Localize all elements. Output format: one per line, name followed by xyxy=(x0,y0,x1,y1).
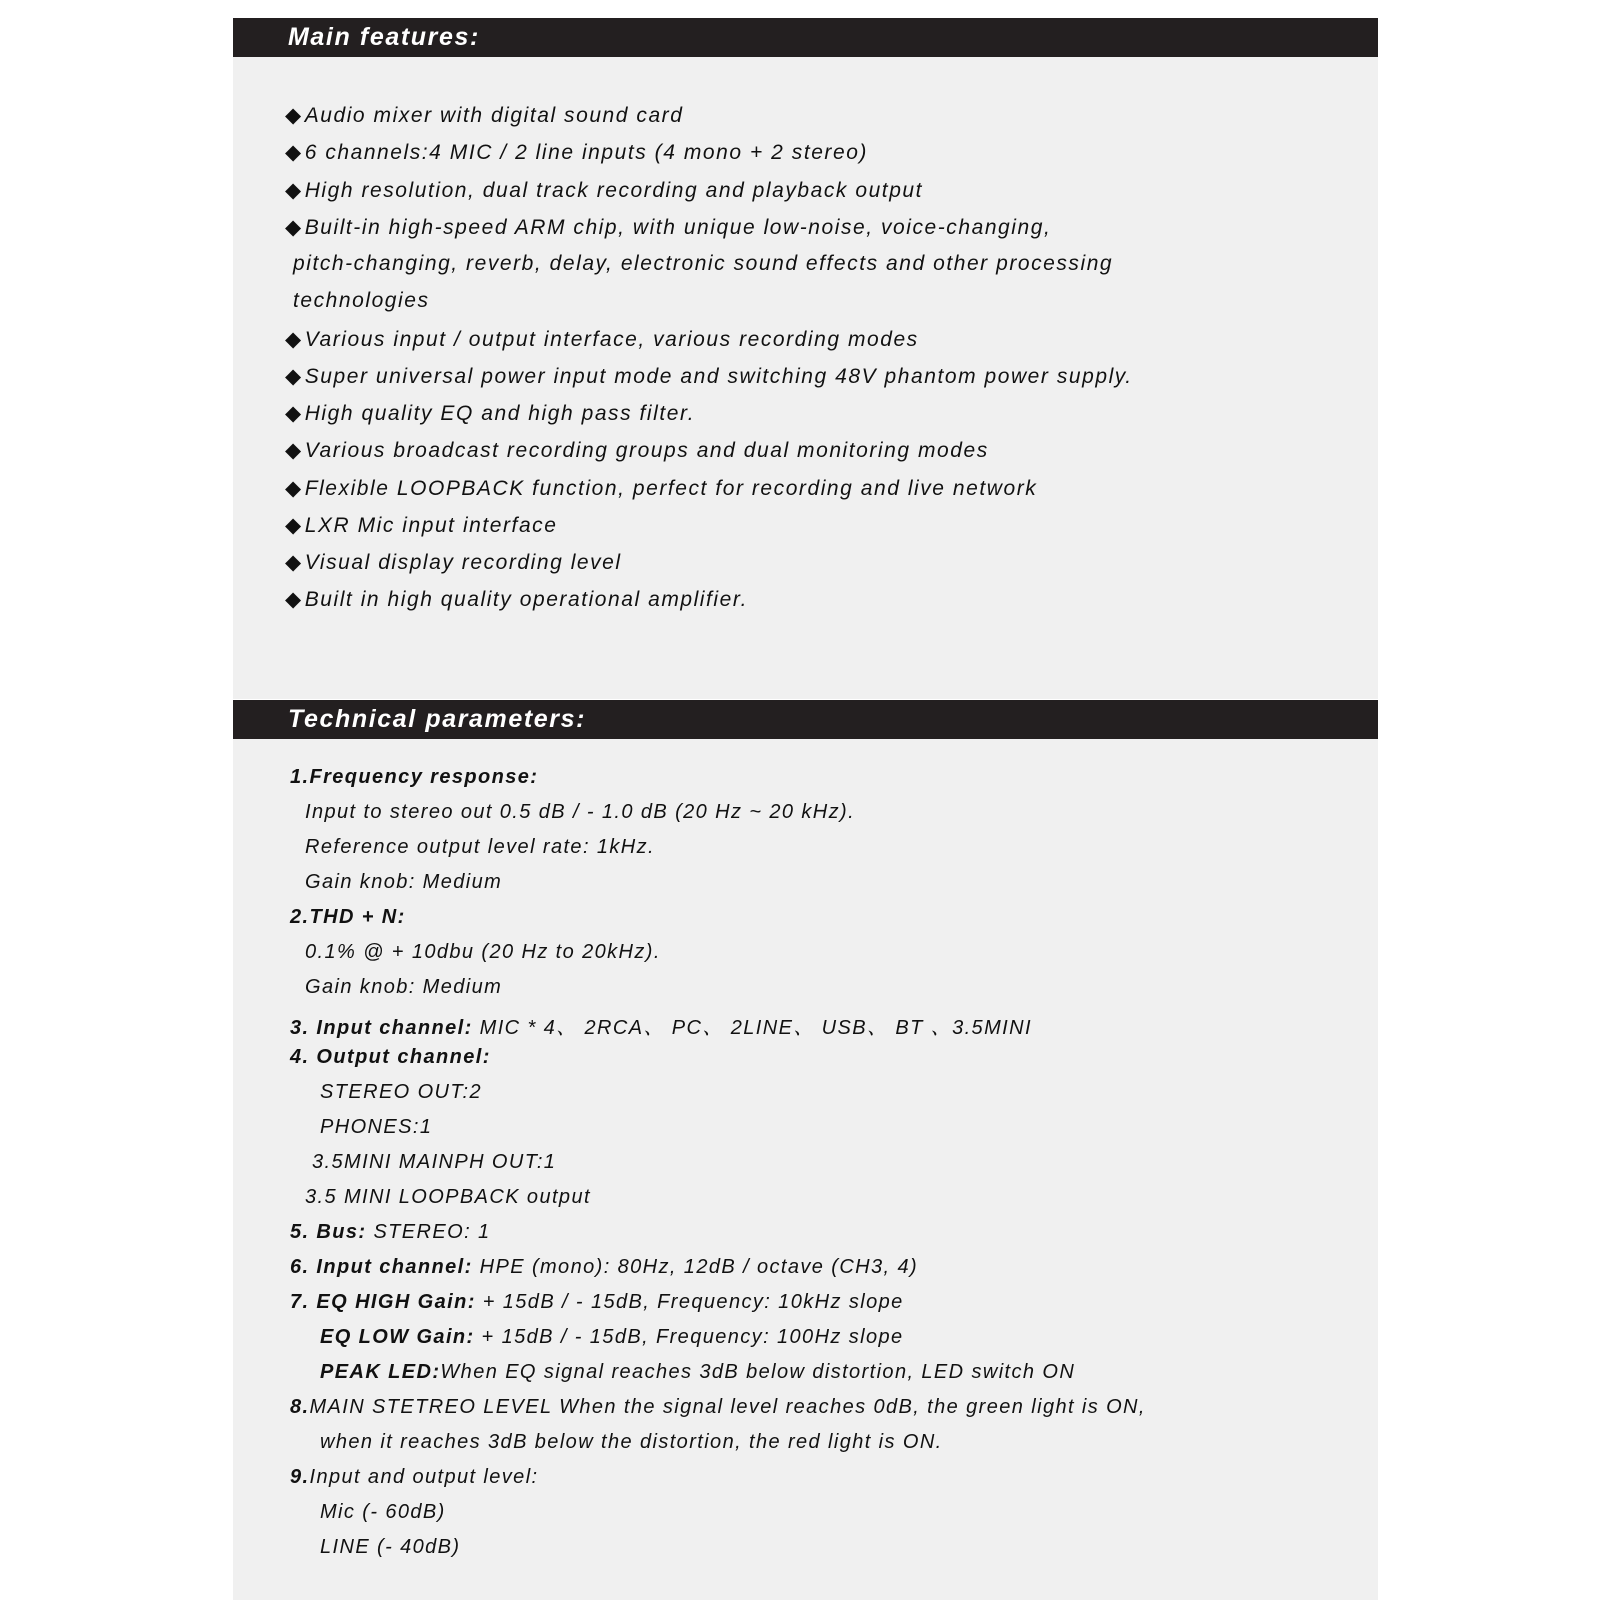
feature-item: ◆Built-in high-speed ARM chip, with unique low-noise, voice-changing, xyxy=(285,216,1052,239)
spec-label: 5. Bus: xyxy=(290,1221,367,1243)
output-channel-heading: 4. Output channel: xyxy=(290,1046,491,1068)
feature-item: ◆6 channels:4 MIC / 2 line inputs (4 mono + 2 stereo) xyxy=(285,141,868,164)
diamond-bullet-icon: ◆ xyxy=(285,551,303,574)
feature-item: ◆High quality EQ and high pass filter. xyxy=(285,402,696,425)
io-level-heading xyxy=(290,1466,539,1489)
spec-value: MAIN STETREO LEVEL When the signal level reaches 0dB, the green light is ON, xyxy=(309,1396,1146,1418)
feature-item: ◆Flexible LOOPBACK function, perfect for recording and live network xyxy=(285,477,1038,500)
main-features-panel xyxy=(233,18,1378,699)
input-channel-hpf-spec xyxy=(290,1256,918,1279)
feature-item: ◆Audio mixer with digital sound card xyxy=(285,104,684,127)
spec-value: Input and output level: xyxy=(309,1466,539,1488)
feature-item: ◆LXR Mic input interface xyxy=(285,514,558,537)
feature-item: ◆Visual display recording level xyxy=(285,551,622,574)
spec-line: when it reaches 3dB below the distortion, the red light is ON. xyxy=(320,1431,943,1453)
technical-parameters-panel xyxy=(233,700,1378,1600)
diamond-bullet-icon: ◆ xyxy=(285,365,303,388)
spec-label: 7. EQ HIGH Gain: xyxy=(290,1291,476,1313)
spec-label: 3. Input channel: xyxy=(290,1017,473,1039)
spec-line: Input to stereo out 0.5 dB / - 1.0 dB (20 Hz ~ 20 kHz). xyxy=(305,801,856,823)
spec-line: STEREO OUT:2 xyxy=(320,1081,483,1103)
spec-line: 3.5MINI MAINPH OUT:1 xyxy=(312,1151,557,1173)
diamond-bullet-icon: ◆ xyxy=(285,477,303,500)
peak-led-spec xyxy=(320,1361,1075,1384)
spec-line: 0.1% @ + 10dbu (20 Hz to 20kHz). xyxy=(305,941,661,963)
technical-parameters-title: Technical parameters: xyxy=(233,700,1378,739)
spec-number: 8. xyxy=(290,1396,310,1418)
input-channel-spec xyxy=(290,1011,1032,1040)
thd-heading: 2.THD + N: xyxy=(290,906,406,928)
diamond-bullet-icon: ◆ xyxy=(285,402,303,425)
spec-line: LINE (- 40dB) xyxy=(320,1536,461,1558)
spec-number: 9. xyxy=(290,1466,310,1488)
spec-label: EQ LOW Gain: xyxy=(320,1326,475,1348)
diamond-bullet-icon: ◆ xyxy=(285,588,303,611)
diamond-bullet-icon: ◆ xyxy=(285,216,303,239)
spec-line: PHONES:1 xyxy=(320,1116,433,1138)
feature-item: ◆Various input / output interface, various recording modes xyxy=(285,328,919,351)
eq-low-spec xyxy=(320,1326,904,1349)
spec-value: MIC * 4、 2RCA、 PC、 2LINE、 USB、 BT 、3.5MINI xyxy=(472,1017,1032,1039)
spec-value: HPE (mono): 80Hz, 12dB / octave (CH3, 4) xyxy=(472,1256,919,1278)
diamond-bullet-icon: ◆ xyxy=(285,514,303,537)
diamond-bullet-icon: ◆ xyxy=(285,179,303,202)
diamond-bullet-icon: ◆ xyxy=(285,141,303,164)
feature-item: ◆High resolution, dual track recording and playback output xyxy=(285,179,924,202)
bus-spec xyxy=(290,1221,491,1244)
spec-line: Mic (- 60dB) xyxy=(320,1501,446,1523)
spec-line: Reference output level rate: 1kHz. xyxy=(305,836,655,858)
diamond-bullet-icon: ◆ xyxy=(285,104,303,127)
spec-label: 6. Input channel: xyxy=(290,1256,473,1278)
spec-value: STEREO: 1 xyxy=(366,1221,491,1243)
main-features-title: Main features: xyxy=(233,18,1378,57)
feature-item-continuation: technologies xyxy=(293,289,430,312)
feature-item: ◆Various broadcast recording groups and dual monitoring modes xyxy=(285,439,989,462)
feature-item-continuation: pitch-changing, reverb, delay, electronic sound effects and other processing xyxy=(293,252,1114,275)
spec-label: PEAK LED: xyxy=(320,1361,441,1383)
spec-value: When EQ signal reaches 3dB below distortion, LED switch ON xyxy=(440,1361,1076,1383)
main-stereo-level-spec xyxy=(290,1396,1146,1419)
spec-line: Gain knob: Medium xyxy=(305,871,503,893)
spec-value: + 15dB / - 15dB, Frequency: 100Hz slope xyxy=(474,1326,904,1348)
diamond-bullet-icon: ◆ xyxy=(285,328,303,351)
diamond-bullet-icon: ◆ xyxy=(285,439,303,462)
frequency-response-heading: 1.Frequency response: xyxy=(290,766,539,788)
spec-line: Gain knob: Medium xyxy=(305,976,503,998)
feature-item: ◆Super universal power input mode and switching 48V phantom power supply. xyxy=(285,365,1133,388)
feature-item: ◆Built in high quality operational amplifier. xyxy=(285,588,749,611)
eq-high-spec xyxy=(290,1291,904,1314)
spec-value: + 15dB / - 15dB, Frequency: 10kHz slope xyxy=(475,1291,904,1313)
spec-line: 3.5 MINI LOOPBACK output xyxy=(305,1186,591,1208)
